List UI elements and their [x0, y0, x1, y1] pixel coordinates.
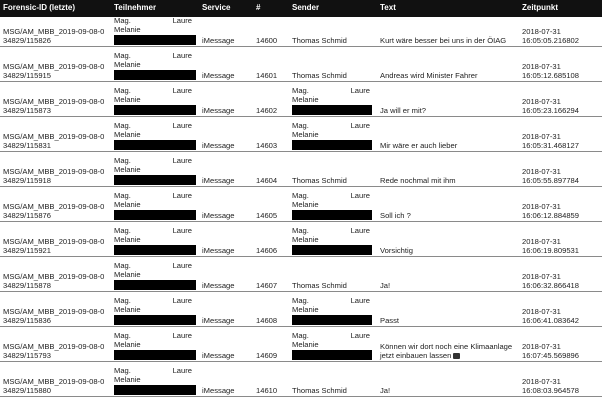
- timestamp-cell: [519, 117, 602, 152]
- table-row: [0, 257, 602, 292]
- timestamp-date: 2018-07-31: [522, 237, 561, 246]
- timestamp-time: 16:06:19.809531: [522, 245, 580, 255]
- service-cell: iMessage: [199, 152, 253, 187]
- message-text-cell: [377, 222, 519, 257]
- column-header-number: #: [253, 0, 289, 17]
- message-text: Vorsichtig: [380, 245, 413, 255]
- message-text: Mir wäre er auch lieber: [380, 140, 458, 150]
- timestamp-time: 16:05:05.216802: [522, 35, 580, 45]
- timestamp-date: 2018-07-31: [522, 342, 561, 351]
- sender-cell: [289, 362, 377, 397]
- timestamp-time: 16:05:12.685108: [522, 70, 580, 80]
- forensic-id-cell: MSG/AM_MBB_2019-09-08-034829/115878: [0, 257, 111, 292]
- service-cell: iMessage: [199, 17, 253, 47]
- participant-firstname: Melanie: [114, 59, 141, 69]
- participant-cell: [111, 82, 199, 117]
- sender-title: Mag.: [292, 331, 309, 340]
- message-text-cell: [377, 17, 519, 47]
- participant-title: Mag.: [114, 156, 131, 165]
- timestamp-cell: [519, 152, 602, 187]
- service-cell: iMessage: [199, 117, 253, 152]
- forensic-id-cell: MSG/AM_MBB_2019-09-08-034829/115831: [0, 117, 111, 152]
- emoji-icon: [453, 353, 460, 359]
- message-text: Soll ich ?: [380, 210, 411, 220]
- table-row: [0, 292, 602, 327]
- sender-firstname: Melanie: [292, 94, 319, 104]
- redaction-bar: [114, 280, 196, 290]
- message-number-cell: 14601: [253, 47, 289, 82]
- sender-firstname: Melanie: [292, 234, 319, 244]
- message-text-cell: [377, 187, 519, 222]
- service-cell: iMessage: [199, 82, 253, 117]
- redaction-bar: [292, 140, 372, 150]
- participant-title: Mag.: [114, 226, 131, 235]
- timestamp-time: 16:07:45.569896: [522, 350, 580, 360]
- message-number-cell: 14602: [253, 82, 289, 117]
- message-text: Können wir dort noch eine Klimaanlage jetzt einbauen lassen: [380, 342, 513, 360]
- service-cell: iMessage: [199, 292, 253, 327]
- participant-firstname: Melanie: [114, 24, 141, 34]
- sender-surname: Laure: [350, 191, 370, 200]
- redaction-bar: [114, 70, 196, 80]
- redaction-bar: [114, 35, 196, 45]
- forensic-id-cell: MSG/AM_MBB_2019-09-08-034829/115876: [0, 187, 111, 222]
- message-number-cell: 14609: [253, 327, 289, 362]
- table-row: [0, 47, 602, 82]
- forensic-id-cell: MSG/AM_MBB_2019-09-08-034829/115793: [0, 327, 111, 362]
- forensic-id-cell: MSG/AM_MBB_2019-09-08-034829/115915: [0, 47, 111, 82]
- participant-surname: Laure: [172, 51, 192, 60]
- participant-firstname: Melanie: [114, 339, 141, 349]
- participant-surname: Laure: [172, 366, 192, 375]
- message-text: Passt: [380, 315, 399, 325]
- participant-surname: Laure: [172, 226, 192, 235]
- participant-cell: [111, 152, 199, 187]
- participant-firstname: Melanie: [114, 164, 141, 174]
- participant-surname: Laure: [172, 331, 192, 340]
- participant-cell: [111, 292, 199, 327]
- message-text: Ja will er mit?: [380, 105, 426, 115]
- sender-name: Thomas Schmid: [292, 35, 347, 45]
- table-row: [0, 327, 602, 362]
- table-row: [0, 222, 602, 257]
- sender-cell: [289, 257, 377, 292]
- participant-cell: [111, 117, 199, 152]
- participant-surname: Laure: [172, 86, 192, 95]
- sender-name: Thomas Schmid: [292, 70, 347, 80]
- timestamp-time: 16:06:41.083642: [522, 315, 580, 325]
- sender-cell: [289, 17, 377, 47]
- sender-firstname: Melanie: [292, 199, 319, 209]
- service-cell: iMessage: [199, 257, 253, 292]
- redaction-bar: [292, 105, 372, 115]
- message-number-cell: 14603: [253, 117, 289, 152]
- column-header-forensic-id: Forensic-ID (letzte): [0, 0, 111, 17]
- participant-title: Mag.: [114, 51, 131, 60]
- participant-surname: Laure: [172, 17, 192, 25]
- forensic-id-cell: MSG/AM_MBB_2019-09-08-034829/115918: [0, 152, 111, 187]
- participant-title: Mag.: [114, 331, 131, 340]
- sender-cell: [289, 82, 377, 117]
- message-text-cell: [377, 257, 519, 292]
- column-header-text: Text: [377, 0, 519, 17]
- message-text-cell: [377, 327, 519, 362]
- participant-surname: Laure: [172, 261, 192, 270]
- forensic-id-cell: MSG/AM_MBB_2019-09-08-034829/115880: [0, 362, 111, 397]
- redaction-bar: [114, 350, 196, 360]
- timestamp-cell: [519, 47, 602, 82]
- redaction-bar: [114, 385, 196, 395]
- timestamp-date: 2018-07-31: [522, 27, 561, 36]
- timestamp-cell: [519, 257, 602, 292]
- sender-name: Thomas Schmid: [292, 385, 347, 395]
- participant-title: Mag.: [114, 86, 131, 95]
- redaction-bar: [114, 175, 196, 185]
- redaction-bar: [292, 350, 372, 360]
- message-text-cell: [377, 152, 519, 187]
- forensic-id-cell: MSG/AM_MBB_2019-09-08-034829/115921: [0, 222, 111, 257]
- participant-firstname: Melanie: [114, 304, 141, 314]
- timestamp-date: 2018-07-31: [522, 377, 561, 386]
- sender-name: Thomas Schmid: [292, 280, 347, 290]
- participant-cell: [111, 187, 199, 222]
- timestamp-date: 2018-07-31: [522, 167, 561, 176]
- timestamp-date: 2018-07-31: [522, 132, 561, 141]
- sender-surname: Laure: [350, 86, 370, 95]
- message-text: Andreas wird Minister Fahrer: [380, 70, 478, 80]
- sender-surname: Laure: [350, 296, 370, 305]
- redaction-bar: [114, 315, 196, 325]
- sender-surname: Laure: [350, 331, 370, 340]
- timestamp-cell: [519, 292, 602, 327]
- sender-cell: [289, 152, 377, 187]
- participant-firstname: Melanie: [114, 199, 141, 209]
- participant-surname: Laure: [172, 121, 192, 130]
- table-row: [0, 187, 602, 222]
- timestamp-date: 2018-07-31: [522, 202, 561, 211]
- message-text-cell: [377, 362, 519, 397]
- timestamp-cell: [519, 187, 602, 222]
- timestamp-date: 2018-07-31: [522, 307, 561, 316]
- participant-firstname: Melanie: [114, 234, 141, 244]
- sender-title: Mag.: [292, 86, 309, 95]
- table-header: [0, 0, 602, 17]
- forensic-id-cell: MSG/AM_MBB_2019-09-08-034829/115836: [0, 292, 111, 327]
- participant-firstname: Melanie: [114, 374, 141, 384]
- sender-name: Thomas Schmid: [292, 175, 347, 185]
- message-number-cell: 14610: [253, 362, 289, 397]
- message-number-cell: 14605: [253, 187, 289, 222]
- service-cell: iMessage: [199, 222, 253, 257]
- participant-title: Mag.: [114, 121, 131, 130]
- redaction-bar: [292, 315, 372, 325]
- participant-cell: [111, 47, 199, 82]
- redaction-bar: [114, 105, 196, 115]
- table-row: [0, 117, 602, 152]
- sender-title: Mag.: [292, 226, 309, 235]
- message-text-cell: [377, 292, 519, 327]
- redaction-bar: [114, 210, 196, 220]
- participant-cell: [111, 17, 199, 47]
- message-text: Ja!: [380, 280, 391, 290]
- participant-cell: [111, 327, 199, 362]
- timestamp-cell: [519, 222, 602, 257]
- sender-cell: [289, 327, 377, 362]
- sender-surname: Laure: [350, 226, 370, 235]
- participant-title: Mag.: [114, 366, 131, 375]
- message-number-cell: 14607: [253, 257, 289, 292]
- service-cell: iMessage: [199, 47, 253, 82]
- timestamp-cell: [519, 362, 602, 397]
- timestamp-cell: [519, 17, 602, 47]
- redaction-bar: [292, 245, 372, 255]
- timestamp-time: 16:05:55.897784: [522, 175, 580, 185]
- participant-title: Mag.: [114, 296, 131, 305]
- message-text-cell: [377, 47, 519, 82]
- service-cell: iMessage: [199, 187, 253, 222]
- column-header-sender: Sender: [289, 0, 377, 17]
- participant-surname: Laure: [172, 296, 192, 305]
- participant-title: Mag.: [114, 261, 131, 270]
- column-header-service: Service: [199, 0, 253, 17]
- participant-title: Mag.: [114, 17, 131, 25]
- timestamp-date: 2018-07-31: [522, 97, 561, 106]
- service-cell: iMessage: [199, 362, 253, 397]
- timestamp-time: 16:05:31.468127: [522, 140, 580, 150]
- message-text: Ja!: [380, 385, 391, 395]
- sender-cell: [289, 292, 377, 327]
- message-number-cell: 14600: [253, 17, 289, 47]
- message-number-cell: 14606: [253, 222, 289, 257]
- sender-cell: [289, 222, 377, 257]
- timestamp-time: 16:06:32.866418: [522, 280, 580, 290]
- message-text-cell: [377, 82, 519, 117]
- sender-title: Mag.: [292, 296, 309, 305]
- redaction-bar: [114, 245, 196, 255]
- sender-cell: [289, 117, 377, 152]
- sender-title: Mag.: [292, 191, 309, 200]
- message-text-cell: [377, 117, 519, 152]
- sender-cell: [289, 47, 377, 82]
- participant-surname: Laure: [172, 191, 192, 200]
- service-cell: iMessage: [199, 327, 253, 362]
- redaction-bar: [114, 140, 196, 150]
- timestamp-date: 2018-07-31: [522, 62, 561, 71]
- sender-firstname: Melanie: [292, 304, 319, 314]
- timestamp-date: 2018-07-31: [522, 272, 561, 281]
- table-row: [0, 82, 602, 117]
- participant-title: Mag.: [114, 191, 131, 200]
- timestamp-time: 16:06:12.884859: [522, 210, 580, 220]
- sender-firstname: Melanie: [292, 339, 319, 349]
- timestamp-cell: [519, 82, 602, 117]
- table-body: [0, 17, 602, 397]
- redaction-bar: [292, 210, 372, 220]
- message-number-cell: 14608: [253, 292, 289, 327]
- participant-firstname: Melanie: [114, 269, 141, 279]
- participant-surname: Laure: [172, 156, 192, 165]
- table-row: [0, 17, 602, 47]
- participant-cell: [111, 257, 199, 292]
- sender-surname: Laure: [350, 121, 370, 130]
- participant-firstname: Melanie: [114, 129, 141, 139]
- message-number-cell: 14604: [253, 152, 289, 187]
- table-row: [0, 152, 602, 187]
- message-text: Rede nochmal mit ihm: [380, 175, 456, 185]
- forensic-id-cell: MSG/AM_MBB_2019-09-08-034829/115873: [0, 82, 111, 117]
- timestamp-cell: [519, 327, 602, 362]
- participant-firstname: Melanie: [114, 94, 141, 104]
- participant-cell: [111, 222, 199, 257]
- sender-title: Mag.: [292, 121, 309, 130]
- participant-cell: [111, 362, 199, 397]
- column-header-timestamp: Zeitpunkt: [519, 0, 602, 17]
- timestamp-time: 16:08:03.964578: [522, 385, 580, 395]
- sender-firstname: Melanie: [292, 129, 319, 139]
- forensic-id-cell: MSG/AM_MBB_2019-09-08-034829/115826: [0, 17, 111, 47]
- message-text: Kurt wäre besser bei uns in der ÖIAG: [380, 35, 507, 45]
- timestamp-time: 16:05:23.166294: [522, 105, 580, 115]
- sender-cell: [289, 187, 377, 222]
- column-header-participant: Teilnehmer: [111, 0, 199, 17]
- table-row: [0, 362, 602, 397]
